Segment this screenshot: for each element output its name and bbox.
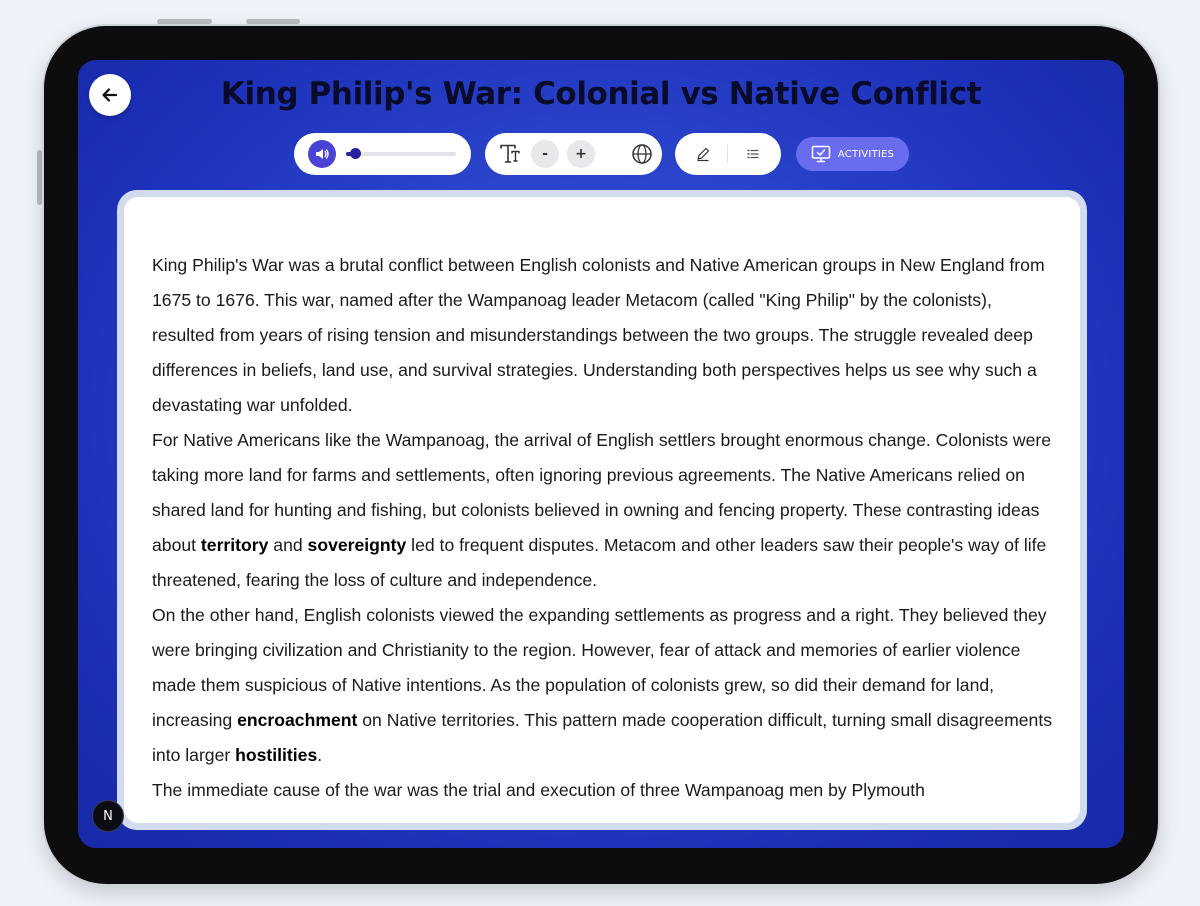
text-segment: on Native territories. This pattern made cooperation difficult, turning small disagreements into larger xyxy=(152,710,1053,765)
article-paragraph xyxy=(152,423,1057,598)
vocabulary-term[interactable]: hostilities xyxy=(235,745,318,765)
article-text xyxy=(152,248,1057,808)
article-paragraph xyxy=(152,598,1057,773)
reading-card xyxy=(117,190,1087,830)
list-icon xyxy=(745,146,761,162)
text-segment: led to frequent disputes. Metacom and other leaders saw their people's way of life threatened, fearing the loss of culture and independence. xyxy=(152,535,1047,590)
monitor-icon xyxy=(811,145,831,163)
text-segment: King Philip's War was a brutal conflict between English colonists and Native American groups in New England from 1675 to 1676. This war, named after the Wampanoag leader Metacom (called "King Philip" by the colonists), resulted from years of rising tension and misunderstandings between the two groups. The struggle revealed deep differences in beliefs, land use, and survival strategies. Understanding both perspectives helps us see why such a devastating war unfolded. xyxy=(152,255,1045,415)
text-segment: For Native Americans like the Wampanoag, the arrival of English settlers brought enormous change. Colonists were taking more land for farms and settlements, often ignoring previous agreements. The Native Americans relied on shared land for hunting and fishing, but colonists believed in owning and fencing property. These contrasting ideas about xyxy=(152,430,1052,555)
text-segment: and xyxy=(268,535,308,555)
activities-button[interactable] xyxy=(796,137,909,171)
article-paragraph xyxy=(152,248,1057,423)
hardware-button xyxy=(37,150,42,205)
activities-label: ACTIVITIES xyxy=(837,148,895,160)
text-segment: . xyxy=(317,745,323,765)
font-size-button[interactable] xyxy=(497,141,523,167)
text-controls xyxy=(485,133,662,175)
n-badge[interactable]: N xyxy=(92,800,124,832)
article-paragraph xyxy=(152,773,1057,808)
text-segment: The immediate cause of the war was the trial and execution of three Wampanoag men by Plymouth xyxy=(152,780,925,800)
reading-tools xyxy=(675,133,781,175)
app-screen xyxy=(78,60,1124,848)
hardware-button xyxy=(157,19,212,24)
reading-card-body xyxy=(124,197,1080,823)
increase-font-button[interactable]: + xyxy=(567,140,595,168)
audio-player xyxy=(294,133,471,175)
pen-icon xyxy=(695,146,711,162)
vocabulary-term[interactable]: territory xyxy=(200,535,269,555)
highlight-button[interactable] xyxy=(691,142,715,166)
divider xyxy=(727,145,728,163)
hardware-button xyxy=(246,19,300,24)
page-title: King Philip's War: Colonial vs Native Conflict xyxy=(220,76,982,112)
globe-icon xyxy=(631,143,653,165)
vocabulary-term[interactable]: sovereignty xyxy=(307,535,407,555)
audio-progress-thumb[interactable] xyxy=(350,148,361,159)
list-button[interactable] xyxy=(741,142,765,166)
language-button[interactable] xyxy=(629,141,655,167)
decrease-font-button[interactable]: - xyxy=(531,140,559,168)
speaker-button[interactable] xyxy=(308,140,336,168)
font-size-icon xyxy=(498,142,522,166)
vocabulary-term[interactable]: encroachment xyxy=(237,710,358,730)
text-segment: On the other hand, English colonists viewed the expanding settlements as progress and a right. They believed they were bringing civilization and Christianity to the region. However, fear of attack and memories of earlier violence made them suspicious of Native intentions. As the population of colonists grew, so did their demand for land, increasing xyxy=(152,605,1047,730)
audio-progress-slider[interactable] xyxy=(346,152,456,156)
speaker-icon xyxy=(314,146,330,162)
